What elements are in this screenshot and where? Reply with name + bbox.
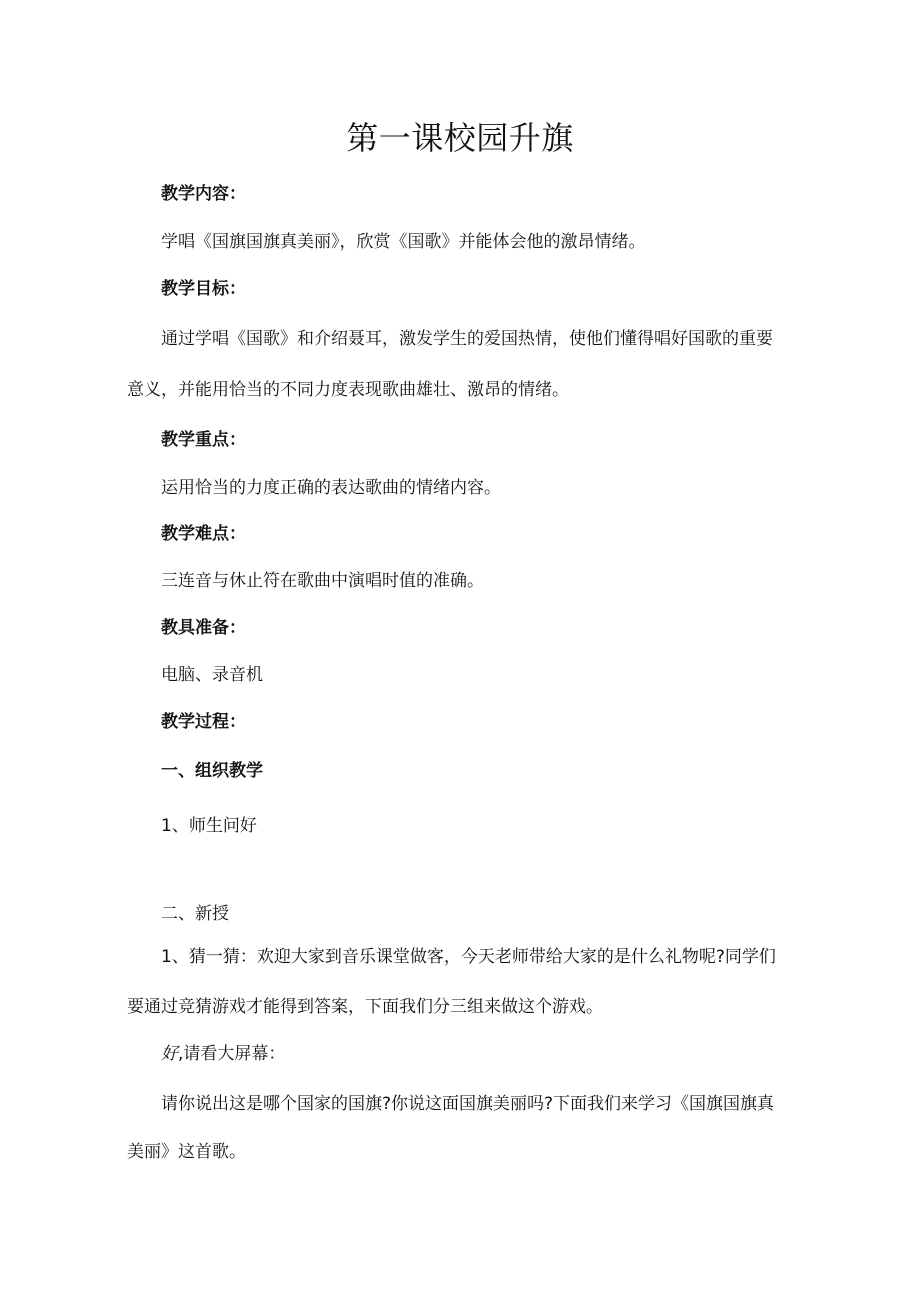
heading-process: 教学过程： [161,712,246,732]
key-points-text: 运用恰当的力度正确的表达歌曲的情绪内容。 [161,478,501,498]
process-part1-item1: 1、师生问好 [161,816,257,836]
process-part2-item1-line1: 1、猜一猜：欢迎大家到音乐课堂做客，今天老师带给大家的是什么礼物呢?同学们 [161,947,776,967]
materials-text: 电脑、录音机 [161,665,263,685]
screen-instruction-rest: ,请看大屏幕： [178,1044,286,1064]
heading-key-points: 教学重点： [161,430,246,450]
heading-difficulties: 教学难点： [161,524,246,544]
page-title: 第一课校园升旗 [346,119,574,157]
screen-instruction [161,1042,285,1066]
heading-content: 教学内容： [161,184,246,204]
objectives-text-line2: 意义，并能用恰当的不同力度表现歌曲雄壮、激昂的情绪。 [127,380,569,400]
difficulties-text: 三连音与休止符在歌曲中演唱时值的准确。 [161,571,484,591]
objectives-text-line1: 通过学唱《国歌》和介绍聂耳，激发学生的爱国热情，使他们懂得唱好国歌的重要 [161,329,773,349]
question-line1: 请你说出这是哪个国家的国旗?你说这面国旗美丽吗?下面我们来学习《国旗国旗真 [161,1094,775,1114]
heading-materials: 教具准备： [161,618,246,638]
process-part2-item1-line2: 要通过竞猜游戏才能得到答案，下面我们分三组来做这个游戏。 [127,997,603,1017]
heading-objectives: 教学目标： [161,279,246,299]
screen-instruction-lead: 好 [161,1044,178,1064]
question-line2: 美丽》这首歌。 [127,1142,246,1162]
content-text: 学唱《国旗国旗真美丽》，欣赏《国歌》并能体会他的激昂情绪。 [161,232,646,252]
process-part1-heading: 一、组织教学 [161,761,263,781]
process-part2-heading: 二、新授 [161,904,229,924]
